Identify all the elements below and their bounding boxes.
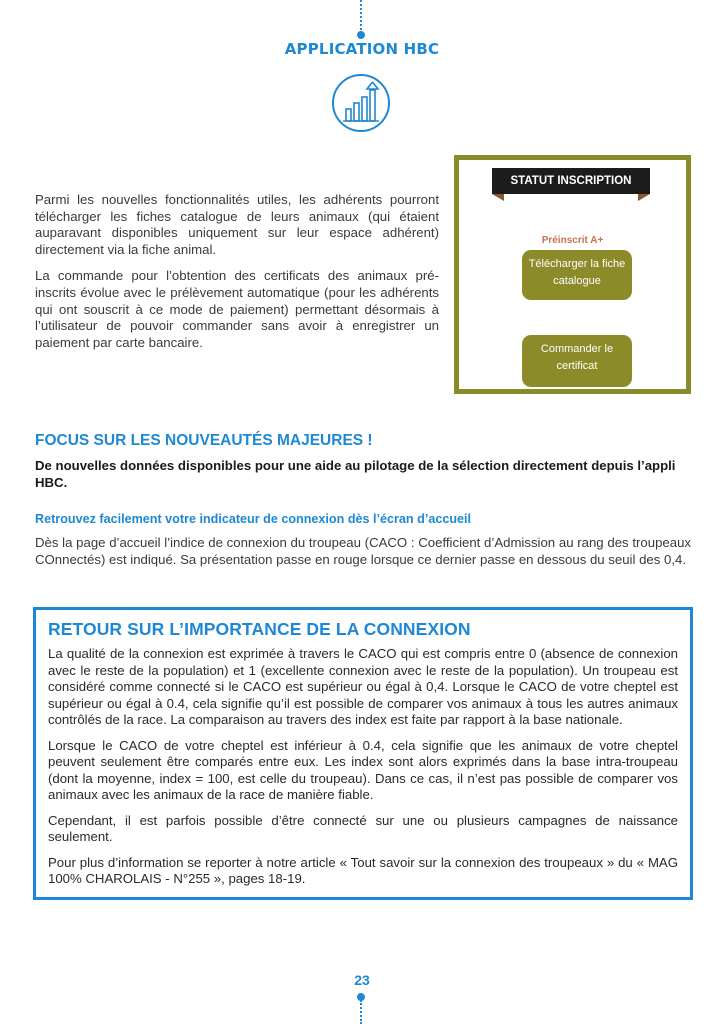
top-dot (357, 31, 365, 39)
connexion-body: Dès la page d’accueil l’indice de connexion du troupeau (CACO : Coefficient d’Admission au rang des troupeaux COnnectés) est indiqué. Sa présentation passe en rouge lorsque ce dernier passe en dessous du seuil des 0,4. (35, 535, 691, 567)
banner-fold-right (638, 194, 650, 201)
focus-heading: FOCUS SUR LES NOUVEAUTÉS MAJEURES ! (35, 432, 373, 449)
statut-banner: STATUT INSCRIPTION (492, 168, 650, 194)
bottom-dotted-line (360, 1000, 362, 1024)
growth-chart-icon (331, 73, 391, 133)
intro-paragraph: La commande pour l’obtention des certificats des animaux pré-inscrits évolue avec le prélèvement automatique (pour les adhérents qui ont souscrit à ce mode de paiement) permettant désormais à l’utilisateur de pouvoir commander sans avoir à enregistrer un paiement par carte bancaire. (35, 268, 439, 350)
retour-paragraph: Pour plus d’information se reporter à notre article « Tout savoir sur la connexion des troupeaux » du « MAG 100% CHAROLAIS - N°255 », pages 18-19. (48, 854, 678, 886)
retour-paragraph: La qualité de la connexion est exprimée à travers le CACO qui est compris entre 0 (absence de connexion avec le reste de la population) et 1 (excellente connexion avec le reste de la population). Un troupeau est considéré comme connecté si le CACO est supérieur ou égal à 0,4. Lorsque le CACO de votre cheptel est supérieur ou égal à 0.4, cela signifie qu’il est possible de comparer vos animaux à tous les autres animaux contrôlés de la race. La comparaison au travers des index est faite par rapport à la base nationale. (48, 646, 678, 727)
connexion-subheading: Retrouvez facilement votre indicateur de connexion dès l’écran d’accueil (35, 512, 472, 526)
retour-paragraph: Cependant, il est parfois possible d’être connecté sur une ou plusieurs campagnes de naissance seulement. (48, 812, 678, 844)
retour-box (33, 607, 693, 900)
order-certificate-button: Commander le certificat (522, 335, 632, 387)
top-dotted-line (360, 0, 362, 34)
banner-fold-left (492, 194, 504, 201)
focus-lead: De nouvelles données disponibles pour une aide au pilotage de la sélection directement depuis l’appli HBC. (35, 458, 676, 490)
section-title: APPLICATION HBC (284, 40, 440, 58)
page-number: 23 (354, 972, 370, 988)
retour-paragraph: Lorsque le CACO de votre cheptel est inférieur à 0.4, cela signifie que les animaux de votre cheptel peuvent seulement être comparés entre eux. Les index sont alors exprimés dans la base intra-troupeau (dont la moyenne, index = 100, est celle du troupeau). Dans ce cas, il n’est pas possible de comparer vos animaux avec les animaux de la race de manière fiable. (48, 737, 678, 802)
intro-text (35, 192, 439, 361)
download-catalogue-button: Télécharger la fiche catalogue (522, 250, 632, 300)
status-label: Préinscrit A+ (541, 235, 604, 246)
intro-paragraph: Parmi les nouvelles fonctionnalités utiles, les adhérents pourront télécharger les fiches catalogue de leurs animaux (qui étaient auparavant disponibles uniquement sur leur espace adhérent) directement via la fiche animal. (35, 192, 439, 257)
retour-heading: RETOUR SUR L’IMPORTANCE DE LA CONNEXION (48, 619, 471, 639)
app-preview-image (454, 155, 691, 394)
